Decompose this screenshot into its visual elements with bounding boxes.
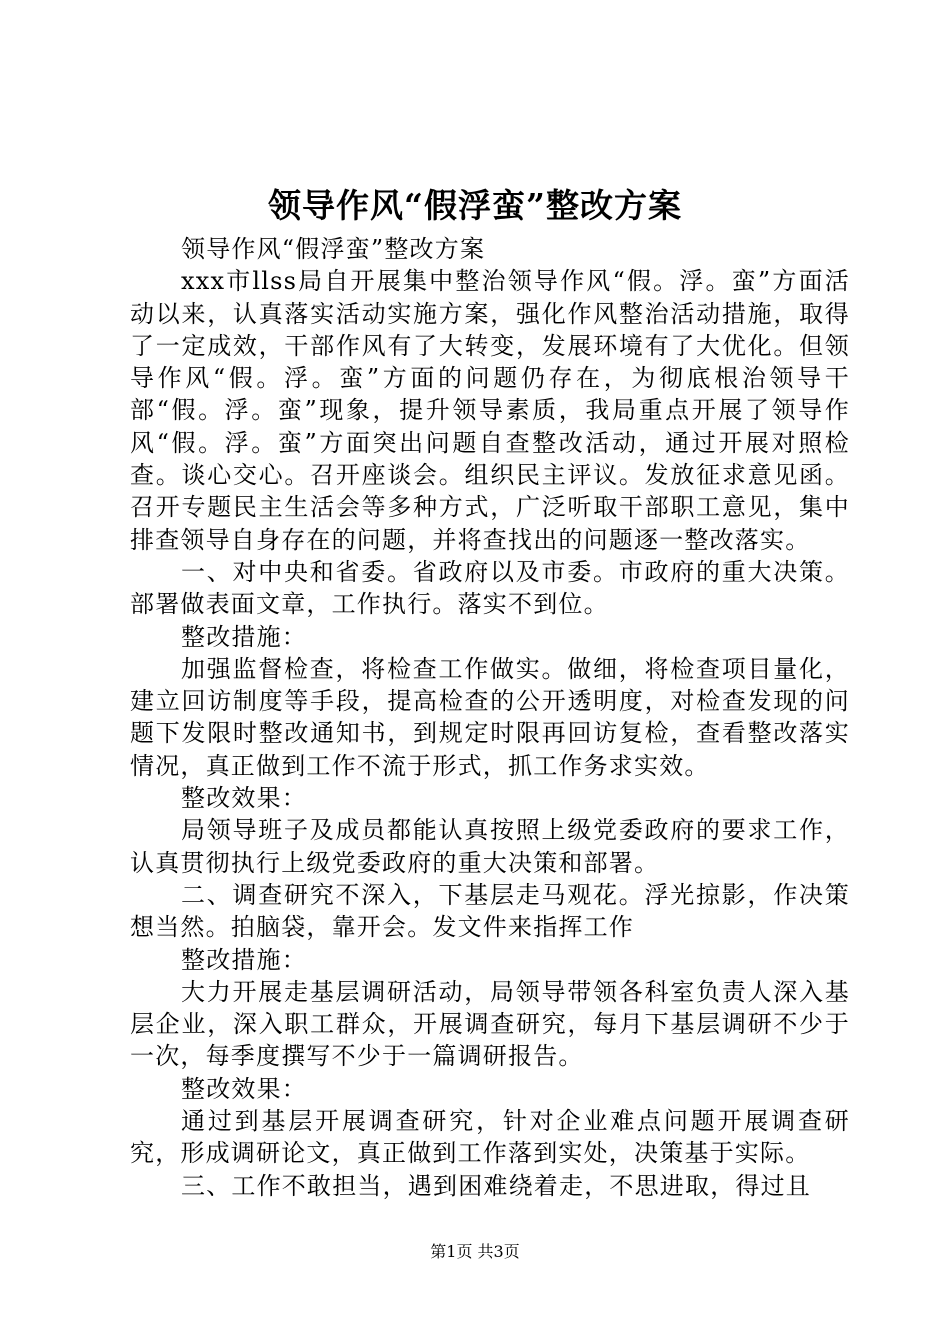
page-footer: 第1页 共3页 (430, 1242, 520, 1261)
paragraph-measures-1: 加强监督检查，将检查工作做实。做细，将检查项目量化，建立回访制度等手段，提高检查的公开透明度，对检查发现的问题下发限时整改通知书，到规定时限再回访复检，查看整改落实情况，真正做到工作不流于形式，抓工作务求实效。 (130, 654, 850, 780)
paragraph-subtitle: 领导作风“假浮蛮”整改方案 (181, 235, 486, 263)
paragraph-measures-heading-2: 整改措施： (181, 945, 307, 974)
paragraph-measures-2: 大力开展走基层调研活动，局领导带领各科室负责人深入基层企业，深入职工群众，开展调查研究，每月下基层调研不少于一次，每季度撰写不少于一篇调研报告。 (130, 977, 850, 1071)
paragraph-effect-heading-2: 整改效果： (181, 1074, 307, 1103)
document-title: 领导作风“假浮蛮”整改方案 (268, 186, 682, 225)
paragraph-measures-heading-1: 整改措施： (181, 622, 307, 651)
paragraph-issue-3: 三、工作不敢担当，遇到困难绕着走，不思进取，得过且 (181, 1171, 811, 1200)
paragraph-intro: xxx市llss局自开展集中整治领导作风“假。浮。蛮”方面活动以来，认真落实活动实施方案，强化作风整治活动措施，取得了一定成效，干部作风有了大转变，发展环境有了大优化。但领导作风“假。浮。蛮”方面的问题仍存在，为彻底根治领导干部“假。浮。蛮”现象，提升领导素质，我局重点开展了领导作风“假。浮。蛮”方面突出问题自查整改活动，通过开展对照检查。谈心交心。召开座谈会。组织民主评议。发放征求意见函。召开专题民主生活会等多种方式，广泛听取干部职工意见，集中排查领导自身存在的问题，并将查找出的问题逐一整改落实。 (130, 267, 850, 554)
paragraph-issue-2: 二、调查研究不深入，下基层走马观花。浮光掠影，作决策想当然。拍脑袋，靠开会。发文件来指挥工作 (130, 880, 850, 942)
paragraph-effect-2: 通过到基层开展调查研究，针对企业难点问题开展调查研究，形成调研论文，真正做到工作落到实处，决策基于实际。 (130, 1107, 850, 1168)
paragraph-effect-1: 局领导班子及成员都能认真按照上级党委政府的要求工作，认真贯彻执行上级党委政府的重大决策和部署。 (130, 816, 850, 877)
paragraph-effect-heading-1: 整改效果： (181, 784, 307, 813)
document-body (130, 233, 850, 1202)
paragraph-issue-1: 一、对中央和省委。省政府以及市委。市政府的重大决策。部署做表面文章，工作执行。落实不到位。 (130, 557, 850, 619)
